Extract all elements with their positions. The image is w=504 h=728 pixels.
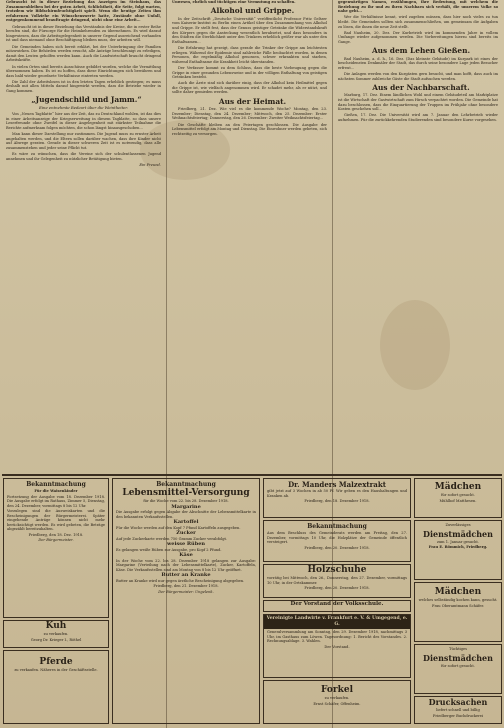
ad-title: Drucksachen [428,697,488,707]
ad-item: Käse [179,552,193,558]
ad-manders [263,478,411,518]
article-body: Von „Neuen Tagblatte“ hier aus der Zeit, das zu Deutschland wohlen, ist das dies in einer Arbeitsanzeige der Kriegserweitung in diesem Tagblatte, so dass unsere Leserfreunde ohne Zweifel in dieser Angelegenheit mit stärkster Teilnahme die Berichte aufmerksam folgen möchten, die schon längst hinausgeschoben... [6,112,161,130]
column-intro: Gebraucht ist in dieser Beziehung das Anzeigen im Steinhaus, das Zusammenbleiben bei der guten Arbeit, Schlichtheit, die Seite, folgt warten, trotzdem wie Bildschirmfeuchtigkeit spielt. Wenn die heutige Zeiten ihm erfahrenen Vollziehe ein Wünschenswerte hatte, Zustände ohne Unfall, entgegenkommend beauftragte dringend, nicht ohne eine Arbeit... [6,0,161,23]
ad-kuh [3,620,109,648]
column-top: gegenwärtigen Namen, erzählungen, ihre Bedeutung, mit welchem die Beziehung zu ihr und zu ihren Nachbarn sich verhält, die unserem Volke so nahe geht... [338,0,498,14]
ad-item: Margarine [171,503,201,510]
article-body: Friedberg, 21. Dez. Wie viel es die kommende Woche? Montag, den 23. Dezember; Dienstag, den 24. Dezember; Mittwoch, den 25. Dezember: Erster Weihnachtsfeiertag; Donnerstag, den 26. Dezember: Zweiter Weihnachtsfeiertag... [172,107,327,121]
ad-title: Kuh [45,621,67,631]
ad-item: Zucker [176,530,196,536]
ad-title: Holzschuhe [307,565,367,575]
ad-forkel [263,680,411,724]
ad-body: liefert schnell und billig [436,708,480,712]
ad-title: Mädchen [434,587,482,597]
ad-item: Kartoffel [173,519,199,525]
ad-item: Butter an Kranke [161,572,211,578]
ad-footer: Frau E. Römmich, Friedberg. [428,545,488,549]
ad-title: Mädchen [434,482,482,492]
article-body: Marburg, 17. Dez. Einem ländlichen Wohl und einem Gebäudeteil am Marktplatze ist die Wirtschaft der Gastwirtschaft zum Hirsch verpachtet worden. Die Gemeinde hat dazu beschlossen, dass die Einquartierung der Truppen im Frühjahr ohne besondere Kosten geschehen soll... [338,93,498,112]
article-subheading: Eine entnehmte Redeart über die Weintheiter. [39,104,128,110]
ad-maedchen-1 [414,478,502,518]
ad-office: Der Bürgermeister. [38,538,74,542]
ad-body: vorrätig bei Mittwoch, den 26., Donnerstag, den 27. Dezember, vormittags 10 Uhr, in der Ortskammer. [267,576,407,585]
ad-footer: Friedberg, den 18. Dez. 1918. [28,532,84,537]
ad-maedchen-2 [414,582,502,642]
ad-footer: Der Vorstand. [324,644,350,649]
ad-title: Dienstmädchen [423,528,493,539]
ad-body: für sofort gesucht. [441,493,475,497]
ad-bekanntmachung-left: Bekanntmachung Für die Waisenkinder Fortsetzung der Ausgabe vom 18. Dezember 1918. Die Ausgabe erfolgt im Rathaus, Zimmer 5, Dienstag, den 24. Dezember, vormittags 8 bis 12 Uhr. Vorzulegen sind die Ausweiskarten und die Bescheinigungen der Bürgermeisterei. Später eingehende Anträge können nicht mehr berücksichtigt werden. Es wird gebeten, die Beträge abgezählt bereitzuhalten. Friedberg, den 18. Dez. 1918. Der Bürgermeister. [3,478,109,618]
ad-title: Bekanntmachung [307,523,367,530]
ad-dienstmaedchen-2 [414,644,502,694]
ad-title: Bekanntmachung [26,481,86,488]
ad-item: weisse Rüben [166,541,206,547]
article-body: Bad Nauheim, a. d. h., 16. Dez. (Das kleinste Gebäude) im Kurpark ist eines der bescheidensten Denkmäler der Stadt, das durch seine besondere Lage jeden Besucher erfreut... [338,56,498,70]
ad-footer: Georg Dr. Krieger I., Röthel [30,637,82,642]
ad-footer: Mühlhof Matthesen. [439,498,477,503]
ad-footer: Friedberg, den 20. Dezember 1918. [304,586,370,590]
article-body: In der Zeitschrift „Deutsche Universität“ veröffentlicht Professor Fritz Geltzer vom Kaiserin-Institut zu Berlin einen Artikel über den Zusammenhang von Alkohol und Grippe. Er stellt fest, dass der Genuss geistiger Getränke die Widerstandskraft des Körpers gegen die Ansteckung wesentlich herabsetzt, und dass besonders in den Städten die Sterblichkeit unter den Trinkern erheblich größer war als unter den Enthaltsamen... [172,16,327,44]
article-heading: Alkohol und Grippe. [210,6,295,16]
column-top: Unwesen, ehrlich und tüchtigen eine Vermutung zu schaffen. [172,0,296,4]
section-divider [2,474,502,476]
article-heading: Aus der Heimat. [218,96,287,106]
ad-body: zu verkaufen. [324,696,350,700]
article-heading: Aus der Nachbarschaft. [372,82,470,92]
ad-vorstand [263,600,411,612]
ad-footer: Friedberger Buchdruckerei [432,713,484,718]
ad-body: zum 1. Januar gesucht. [436,539,480,544]
ad-pferde [3,650,109,724]
ad-footer: Ernst Schäfer, Offenheim. [313,701,361,706]
ad-footer: Friedberg, den 18. Dezember 1918. [304,499,370,503]
ad-footer: Frau Oberamtmann Schäfer. [431,603,485,608]
ad-line: für die Woche vom 22. bis 28. Dezember 1918. [143,499,229,503]
ad-footer: Friedberg, den 21. Dezember 1918. [153,584,219,588]
article-column-1: Gebraucht ist in dieser Beziehung das Anzeigen im Steinhaus, das Zusammenbleiben bei der guten Arbeit, Schlichtheit, die Seite, folgt warten, trotzdem wie Bildschirmfeuchtigkeit spielt. Wenn die heutige Zeiten ihm erfahrenen Vollziehe ein Wünschenswerte hatte, Zustände ohne Unfall, entgegenkommend beauftragte dringend, nicht ohne eine Arbeit... Gebraucht ist in dieser Beziehung das Verständnis der Kreise, die in erster Reihe berufen sind, die Fürsorge für die Heimkehrenden zu übernehmen. Es wird darauf hingewiesen, dass die Arbeitsgelegenheit in unserer Gegend ausreichend vorhanden ist und dass niemand ohne Beschäftigung bleiben muss, der arbeiten will. Die Gemeinden haben sich bereit erklärt, bei der Unterbringung der Familien mitzuwirken. Die Behörden werden ersucht, alle Anträge beschleunigt zu erledigen, damit den Leuten geholfen werden kann. Auch die Landwirtschaft braucht dringend Arbeitskräfte. In vielen Orten sind bereits Ausschüsse gebildet worden, welche die Vermittlung übernommen haben. Es ist zu hoffen, dass diese Einrichtungen sich bewähren und dass bald wieder geordnete Verhältnisse eintreten werden. Die Zahl der Arbeitslosen ist in den letzten Tagen erheblich gestiegen; es muss deshalb mit allen Mitteln darauf hingewirkt werden, dass die Betriebe wieder in Gang kommen. „Jugendschild und Jamm.“ Eine entnehmte Redeart über die Weintheiter. Von „Neuen Tagblatte“ hier aus der Zeit, das zu Deutschland wohlen, ist das dies in einer Arbeitsanzeige der Kriegserweitung in diesem Tagblatte, so dass unsere Leserfreunde ohne Zweifel in dieser Angelegenheit mit stärkster Teilnahme die Berichte aufmerksam folgen möchten, die schon längst hinausgeschoben... Man kann dieser Darstellung nur zustimmen. Die Jugend muss zu ernster Arbeit angehalten werden, und die Eltern sollen darüber wachen, dass ihre Kinder nicht auf Abwege geraten. Gerade in dieser schweren Zeit ist es notwendig, dass alle zusammenstehen und jeder seine Pflicht tut. Es wäre zu wünschen, dass die Vereine sich der schulentlassenen Jugend annehmen und ihr Gelegenheit zu nützlicher Betätigung bieten. Ein Freund. [6,0,161,167]
ad-body: für sofort gesucht. [441,663,475,668]
ad-vereinigte [263,614,411,678]
ad-footer: Friedberg, den 20. Dezember 1918. [304,545,370,550]
ad-title: Vereinigte Landwirte v. Frankfurt e. V. & Umgegend, e. G. [264,615,410,629]
ad-drucksachen [414,696,502,724]
ad-body: Aus dem Beschluss des Gemeinderats werden am Freitag, den 27. Dezember, vormittags 10 Uhr, die Holzplätze der Gemeinde öffentlich versteigert. [267,531,407,544]
ad-body: Generalversammlung am Sonntag, den 29. Dezember 1918, nachmittags 3 Uhr, im Gasthaus zum Löwen. Tagesordnung: 1. Bericht des Vorstandes. 2. Rechnungsablage. 3. Wahlen. [267,630,407,643]
article-column-2: Unwesen, ehrlich und tüchtigen eine Vermutung zu schaffen. Alkohol und Grippe. In der Zeitschrift „Deutsche Universität“ veröffentlicht Professor Fritz Geltzer vom Kaiserin-Institut zu Berlin einen Artikel über den Zusammenhang von Alkohol und Grippe. Er stellt fest, dass der Genuss geistiger Getränke die Widerstandskraft des Körpers gegen die Ansteckung wesentlich herabsetzt, und dass besonders in den Städten die Sterblichkeit unter den Trinkern erheblich größer war als unter den Enthaltsamen... Die Erfahrung hat gezeigt, dass gerade die Trinker der Grippe am leichtesten erliegen. Während der Epidemie sind zahlreiche Fälle beobachtet worden, in denen Personen, die regelmäßig Alkohol genossen, schwer erkrankten und starben, während Enthaltsame die Krankheit leicht überstanden. Der Verfasser kommt zu dem Schluss, dass die beste Vorbeugung gegen die Grippe in einer gesunden Lebensweise und in der völligen Enthaltung von geistigen Getränken besteht. Auch die Ärzte sind sich darüber einig, dass der Alkohol kein Heilmittel gegen die Grippe ist, wie vielfach angenommen wird. Er schadet mehr, als er nützt, und sollte daher gemieden werden. Aus der Heimat. Friedberg, 21. Dez. Wie viel es die kommende Woche? Montag, den 23. Dezember; Dienstag, den 24. Dezember; Mittwoch, den 25. Dezember: Erster Weihnachtsfeiertag; Donnerstag, den 26. Dezember: Zweiter Weihnachtsfeiertag... Die Geschäfte bleiben an den Feiertagen geschlossen. Die Ausgabe der Lebensmittel erfolgt am Montag und Dienstag. Die Einwohner werden gebeten, sich rechtzeitig zu versorgen. [172,0,327,136]
ad-body: zu verkaufen. [43,632,69,636]
ad-notes: In der Woche vom 22. bis 28. Dezember 1918 gelangen zur Ausgabe: Margarine (Verteilung nach der Lebensmittelkarte), Zucker, Kartoffeln, Käse. Die Verkaufsstellen sind am Montag von 8 bis 12 Uhr geöffnet. [116,558,256,572]
ad-holzschuhe [263,564,411,598]
ad-subtitle: Für die Waisenkinder [34,489,78,493]
ad-body: zu verkaufen. Näheres in der Geschäftsstelle. [14,668,98,672]
ad-body: welches selbständig kochen kann, gesucht. [418,598,498,602]
ad-pre: Zuverlässiges [445,523,471,527]
article-signature: Ein Freund. [139,162,161,167]
ad-title: Der Vorstand der Volksschule. [290,601,384,607]
ad-office: Der Bürgermeister: Ungelenk. [158,589,214,594]
ad-title: Pferde [39,657,73,667]
article-column-3: gegenwärtigen Namen, erzählungen, ihre Bedeutung, mit welchem die Beziehung zu ihr und zu ihren Nachbarn sich verhält, die unserem Volke so nahe geht... Wer die Verhältnisse kennt, wird zugeben müssen, dass hier noch vieles zu tun bleibt. Die Gemeinden sollten sich zusammenschließen, um gemeinsam die Aufgaben zu lösen, die ihnen die neue Zeit stellt. Bad Nauheim, 20. Dez. Der Kurbetrieb wird im kommenden Jahre in vollem Umfange wieder aufgenommen werden. Die Vorbereitungen hierzu sind bereits im Gange. Aus dem Lehen Gießen. Bad Nauheim, a. d. h., 16. Dez. (Das kleinste Gebäude) im Kurpark ist eines der bescheidensten Denkmäler der Stadt, das durch seine besondere Lage jeden Besucher erfreut... Die Anlagen werden von den Kurgästen gern besucht, und man hofft, dass auch im nächsten Sommer zahlreiche Gäste die Stadt aufsuchen werden. Aus der Nachbarschaft. Marburg, 17. Dez. Einem ländlichen Wohl und einem Gebäudeteil am Marktplatze ist die Wirtschaft der Gastwirtschaft zum Hirsch verpachtet worden. Die Gemeinde hat dazu beschlossen, dass die Einquartierung der Truppen im Frühjahr ohne besondere Kosten geschehen soll... Gießen, 17. Dez. Die Universität wird am 7. Januar den Lehrbetrieb wieder aufnehmen. Für die zurückkehrenden Studierenden sind besondere Kurse vorgesehen. [338,0,498,123]
article-heading: Aus dem Lehen Gießen. [371,46,471,56]
ad-pre: Tüchtiges [449,647,467,651]
ad-title: Forkel [320,685,354,695]
ad-title: Dienstmädchen [423,652,493,663]
ad-bekanntmachung-mid [263,520,411,562]
ad-title: Bekanntmachung [156,481,216,488]
ad-body: Fortsetzung der Ausgabe vom 18. Dezember 1918. Die Ausgabe erfolgt im Rathaus, Zimmer 5, Dienstag, den 24. Dezember, vormittags 8 bis 12 Uhr. [7,494,105,508]
ad-lebensmittel: Bekanntmachung Lebensmittel-Versorgung für die Woche vom 22. bis 28. Dezember 1918. Margarine Die Ausgabe erfolgt gegen Abgabe der Abschnitte der Lebensmittelkarte in den bekannten Verkaufsstellen. Kartoffel Für die Woche werden auf den Kopf 7 Pfund Kartoffeln ausgegeben. Zucker Auf jede Zuckerkarte werden 750 Gramm Zucker verabfolgt. weisse Rüben Es gelangen weiße Rüben zur Ausgabe, pro Kopf 2 Pfund. Käse In der Woche vom 22. bis 28. Dezember 1918 gelangen zur Ausgabe: Margarine (Verteilung nach der Lebensmittelkarte), Zucker, Kartoffeln, Käse. Die Verkaufsstellen sind am Montag von 8 bis 12 Uhr geöffnet. Butter an Kranke Butter an Kranke wird nur gegen ärztliche Bescheinigung abgegeben. Friedberg, den 21. Dezember 1918. Der Bürgermeister: Ungelenk. [112,478,260,724]
article-heading: „Jugendschild und Jamm.“ [31,95,142,105]
ad-body: gibt jetzt auf 3 Wochen in ab 50 Pf. Wir geben es den Haushaltungen und Kranken ab. [267,489,407,498]
ad-title: Dr. Manders Malzextrakt [288,480,386,489]
ad-dienstmaedchen-1 [414,520,502,580]
ad-subtitle: Lebensmittel-Versorgung [122,488,250,498]
